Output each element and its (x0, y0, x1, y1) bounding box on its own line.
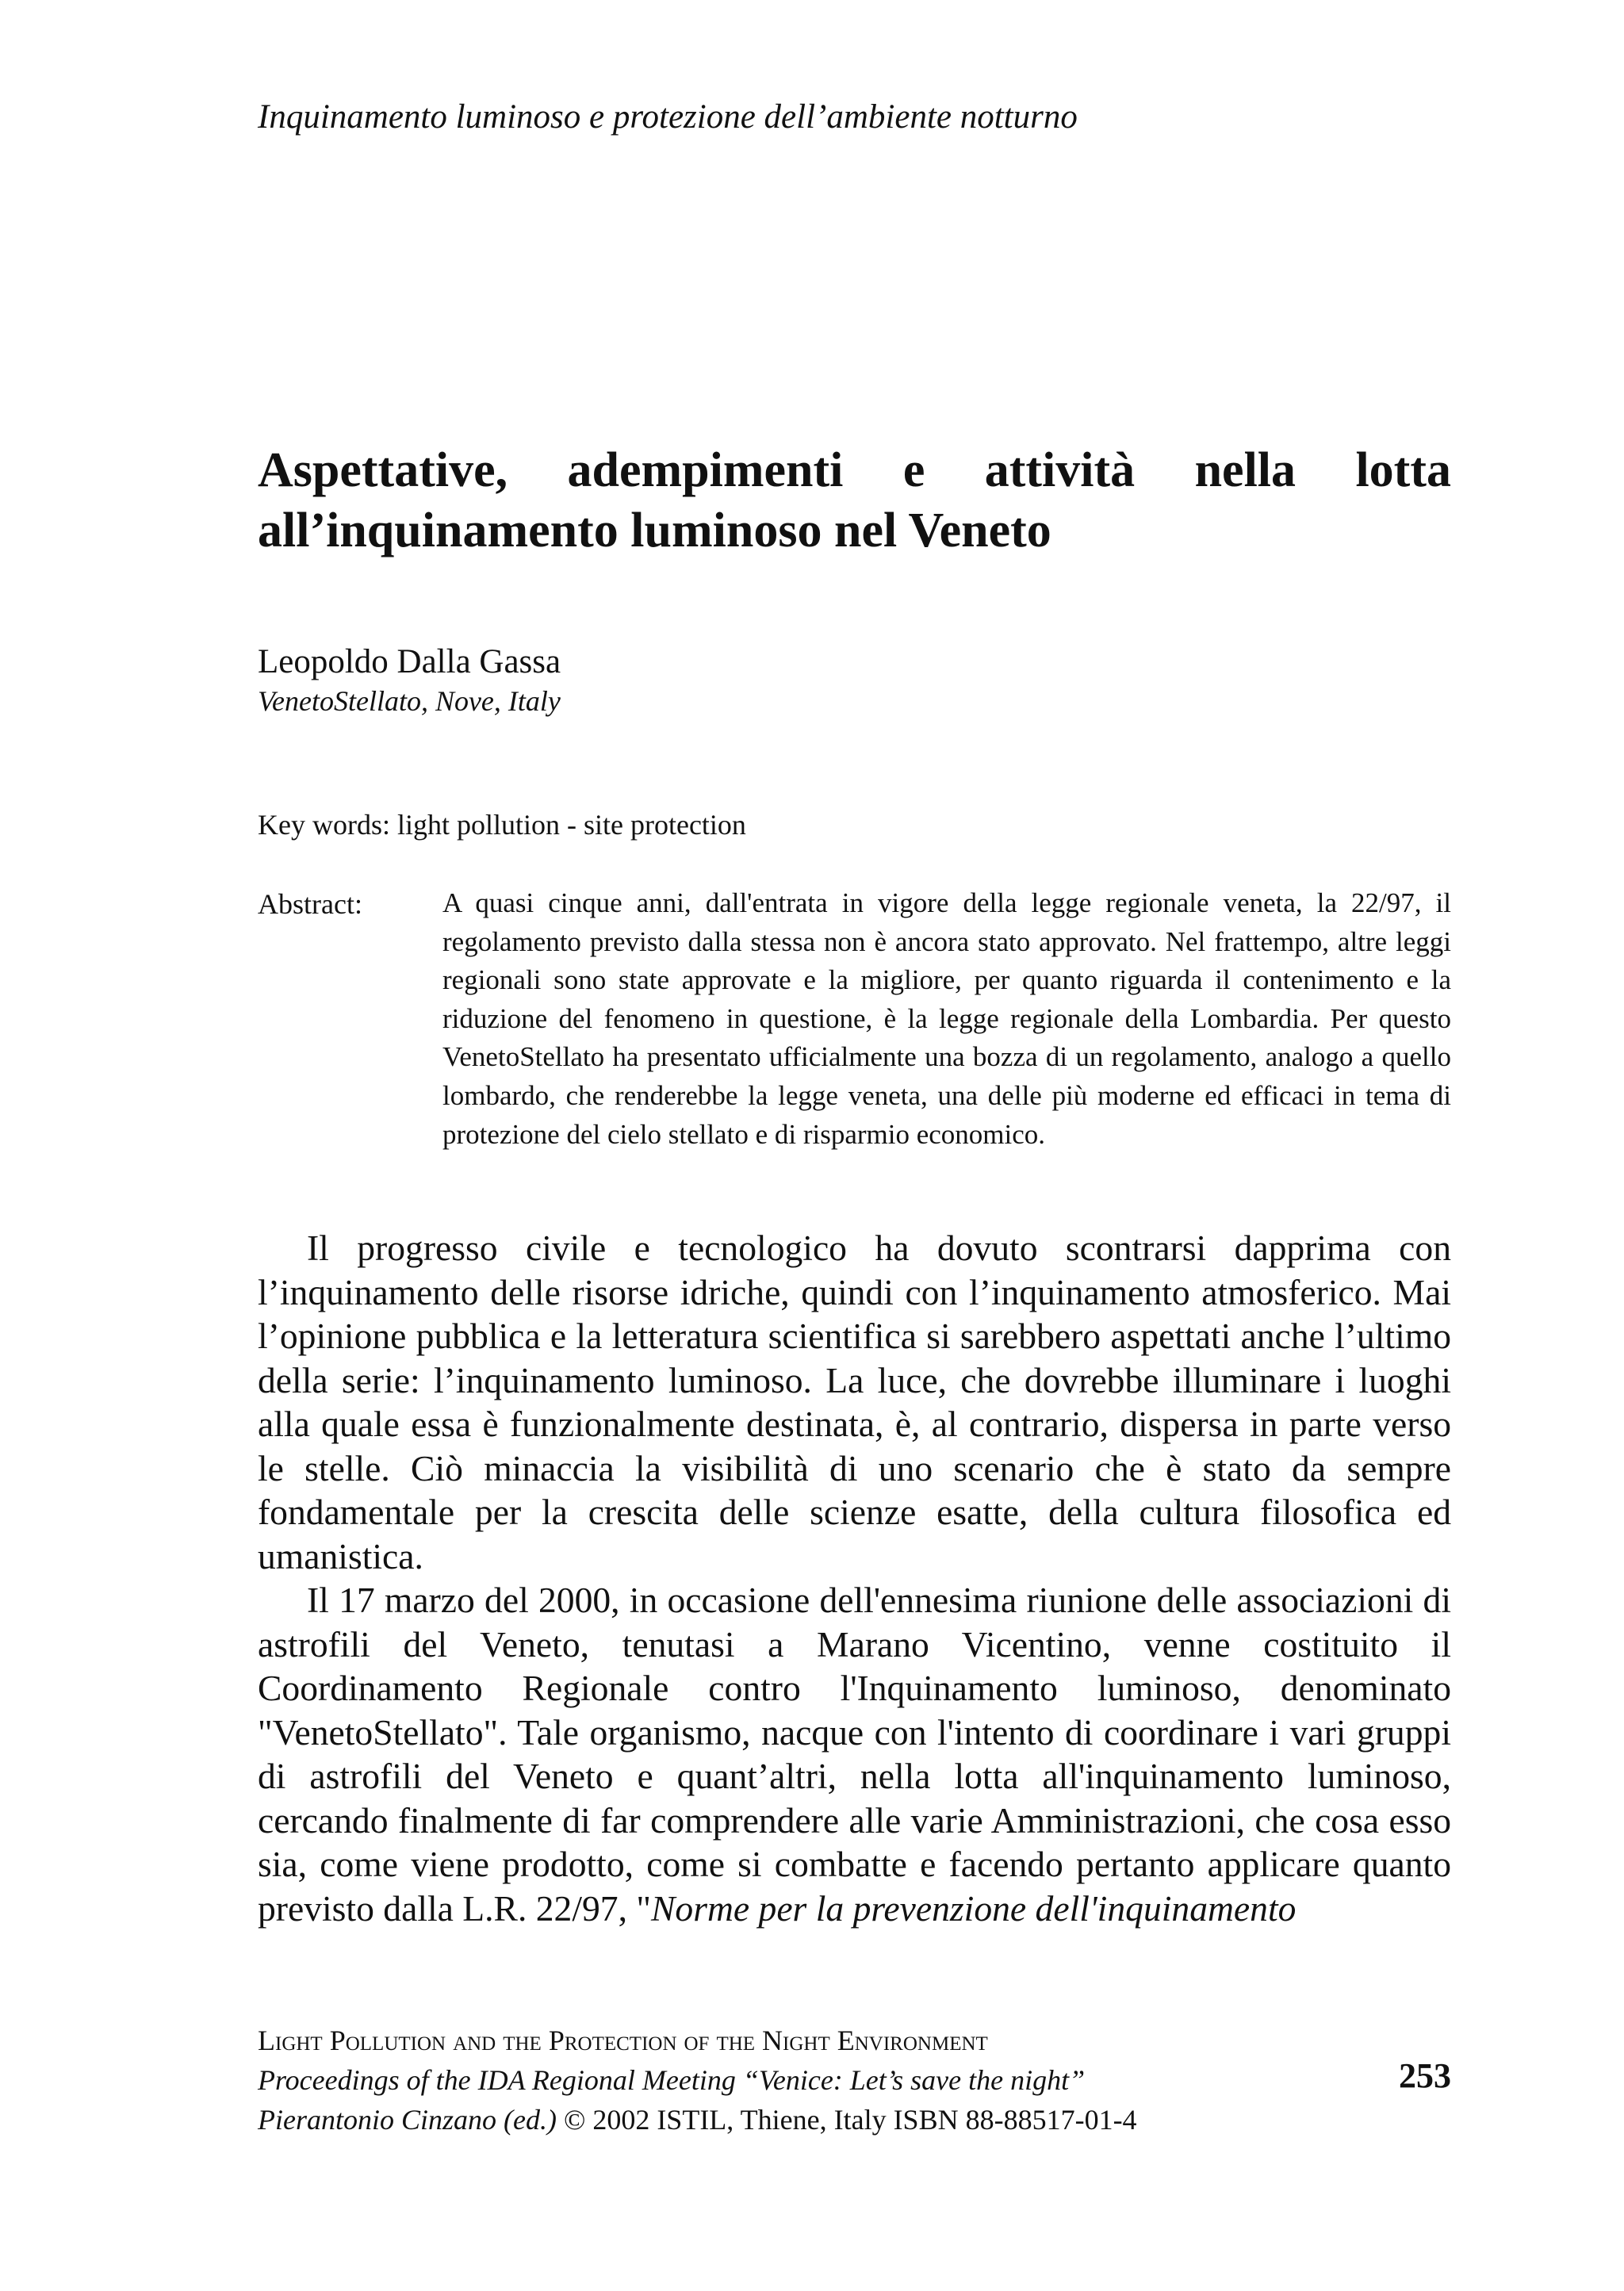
author-name: Leopoldo Dalla Gassa (258, 643, 561, 680)
body-paragraph-2 (258, 1578, 1451, 1930)
paper-title (258, 440, 1451, 561)
paragraph-2-text: Il 17 marzo del 2000, in occasione dell'ennesima riunione delle associazioni di astrofili del Veneto, tenutasi a Marano Vicentino, venne costituito il Coordinamento Regionale contro l'Inquinamento luminoso, denominato "VenetoStellato". Tale organismo, nacque con l'intento di coordinare i vari gruppi di astrofili del Veneto e quant’altri, nella lotta all'inquinamento luminoso, cercando finalmente di far comprendere alle varie Amministrazioni, che cosa esso sia, come viene prodotto, come si combatte e facendo pertanto applicare quanto previsto dalla L.R. 22/97, " (258, 1580, 1451, 1929)
footer-proceedings: Proceedings of the IDA Regional Meeting “Venice: Let’s save the night” (258, 2064, 1086, 2096)
abstract-label: Abstract: (258, 888, 362, 920)
footer-publisher (258, 2100, 1451, 2140)
footer (258, 2021, 1451, 2140)
running-header: Inquinamento luminoso e protezione dell’ambiente notturno (258, 98, 1078, 136)
page-number: 253 (1399, 2056, 1451, 2095)
title-word: attività (984, 443, 1136, 497)
law-title-italic: Norme per la prevenzione dell'inquinamento (651, 1887, 1297, 1929)
author-affiliation: VenetoStellato, Nove, Italy (258, 685, 561, 717)
title-word: nella (1194, 443, 1297, 497)
footer-series-title: Light Pollution and the Protection of the Night Environment (258, 2025, 988, 2056)
title-line-1 (258, 440, 1451, 500)
body-text (258, 1226, 1451, 1930)
title-word: Aspettative, (258, 443, 508, 497)
footer-editor: Pierantonio Cinzano (ed.) (258, 2104, 557, 2136)
title-word: e (902, 443, 925, 497)
footer-copyright: © 2002 ISTIL, Thiene, Italy ISBN 88-88517-01-4 (556, 2104, 1137, 2136)
abstract-text: A quasi cinque anni, dall'entrata in vigore della legge regionale veneta, la 22/97, il regolamento previsto dalla stessa non è ancora stato approvato. Nel frattempo, altre leggi regionali sono state approvate e la migliore, per quanto riguarda il contenimento e la riduzione del fenomeno in questione, è la legge regionale della Lombardia. Per questo VenetoStellato ha presentato ufficialmente una bozza di un regolamento, analogo a quello lombardo, che renderebbe la legge veneta, una delle più moderne ed efficaci in tema di protezione del cielo stellato e di risparmio economico. (442, 887, 1451, 1150)
title-line-2: all’inquinamento luminoso nel Veneto (258, 504, 1051, 557)
keywords: Key words: light pollution - site protection (258, 809, 746, 841)
title-word: adempimenti (567, 443, 844, 497)
title-word: lotta (1355, 443, 1451, 497)
body-paragraph-1: Il progresso civile e tecnologico ha dovuto scontrarsi dapprima con l’inquinamento delle risorse idriche, quindi con l’inquinamento atmosferico. Mai l’opinione pubblica e la letteratura scientifica si sarebbero aspettati anche l’ultimo della serie: l’inquinamento luminoso. La luce, che dovrebbe illuminare i luoghi alla quale essa è funzionalmente destinata, è, al contrario, dispersa in parte verso le stelle. Ciò minaccia la visibilità di uno scenario che è stato da sempre fondamentale per la crescita delle scienze esatte, della cultura filosofica ed umanistica. (258, 1228, 1451, 1576)
